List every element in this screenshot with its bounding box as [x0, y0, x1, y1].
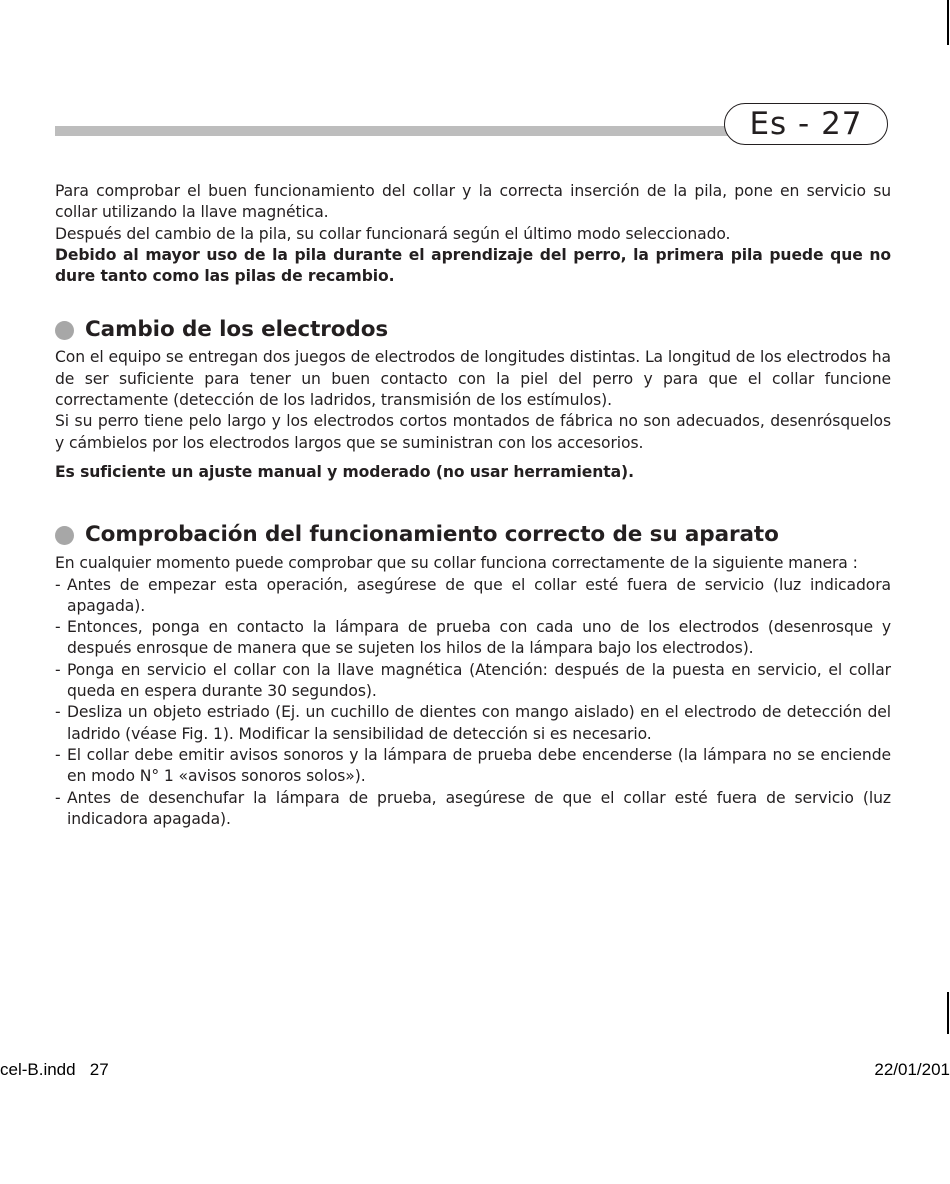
- intro-paragraph-1: Para comprobar el buen funcionamiento del collar y la correcta inserción de la pila, pone en servicio su collar utilizando la llave magnética.: [55, 182, 891, 222]
- page-number-label: Es - 27: [749, 106, 863, 142]
- electrodes-bold-note: Es suficiente un ajuste manual y moderado (no usar herramienta).: [55, 462, 634, 481]
- slug-date: 22/01/201: [874, 1060, 950, 1079]
- crop-mark-top-right: [947, 0, 949, 45]
- intro-paragraph-2: Después del cambio de la pila, su collar funcionará según el último modo seleccionado.: [55, 224, 731, 243]
- electrodes-paragraph-2: Si su perro tiene pelo largo y los electrodos cortos montados de fábrica no son adecuados, desenrósquelos y cámbielos por los electrodos largos que se suministran con los accesorios.: [55, 412, 891, 452]
- page-number-badge: [724, 103, 888, 145]
- dash-marker: -: [55, 660, 61, 679]
- section-heading-electrodes: [55, 316, 891, 344]
- dash-marker: -: [55, 618, 61, 637]
- list-item-text: Antes de desenchufar la lámpara de prueba, asegúrese de que el collar esté fuera de servicio (luz indicadora apagada).: [67, 788, 891, 828]
- slug-file-info: cel-B.indd 27: [0, 1060, 109, 1079]
- section-heading-check: [55, 521, 891, 549]
- dash-marker: -: [55, 788, 61, 807]
- list-item: [55, 745, 891, 788]
- list-item-text: Ponga en servicio el collar con la llave magnética (Atención: después de la puesta en servicio, el collar queda en espera durante 30 segundos).: [67, 660, 891, 701]
- page-content: [55, 181, 891, 830]
- header-bar: [55, 126, 735, 136]
- bullet-dot-icon: [55, 526, 74, 545]
- dash-marker: -: [55, 575, 61, 594]
- list-item: [55, 788, 891, 831]
- section-title: Cambio de los electrodos: [85, 317, 389, 343]
- crop-mark-bottom-right: [947, 992, 949, 1034]
- dash-marker: -: [55, 703, 61, 722]
- electrodes-paragraph-1: Con el equipo se entregan dos juegos de electrodos de longitudes distintas. La longitud de los electrodos ha de ser suficiente para tener un buen contacto con la piel del perro y para que el collar funcione correctamente (detección de los ladridos, transmisión de los estímulos).: [55, 348, 891, 410]
- list-item-text: El collar debe emitir avisos sonoros y la lámpara de prueba debe encenderse (la lámpara no se enciende en modo N° 1 «avisos sonoros solos»).: [67, 745, 891, 786]
- section-title: Comprobación del funcionamiento correcto de su aparato: [85, 522, 779, 548]
- list-item-text: Entonces, ponga en contacto la lámpara de prueba con cada uno de los electrodos (desenrosque y después enrosque de manera que se sujeten los hilos de la lámpara bajo los electrodos).: [67, 618, 891, 658]
- list-item: [55, 702, 891, 745]
- dash-marker: -: [55, 745, 61, 764]
- bullet-dot-icon: [55, 321, 74, 340]
- list-item: [55, 617, 891, 660]
- check-steps-list: [55, 575, 891, 831]
- intro-bold-note: Debido al mayor uso de la pila durante el aprendizaje del perro, la primera pila puede que no dure tanto como las pilas de recambio.: [55, 245, 891, 286]
- check-intro: En cualquier momento puede comprobar que su collar funciona correctamente de la siguiente manera :: [55, 554, 858, 573]
- list-item: [55, 575, 891, 618]
- list-item-text: Desliza un objeto estriado (Ej. un cuchillo de dientes con mango aislado) en el electrodo de detección del ladrido (véase Fig. 1). Modificar la sensibilidad de detección si es necesario.: [67, 703, 891, 743]
- list-item-text: Antes de empezar esta operación, asegúrese de que el collar esté fuera de servicio (luz indicadora apagada).: [67, 575, 891, 615]
- list-item: [55, 660, 891, 703]
